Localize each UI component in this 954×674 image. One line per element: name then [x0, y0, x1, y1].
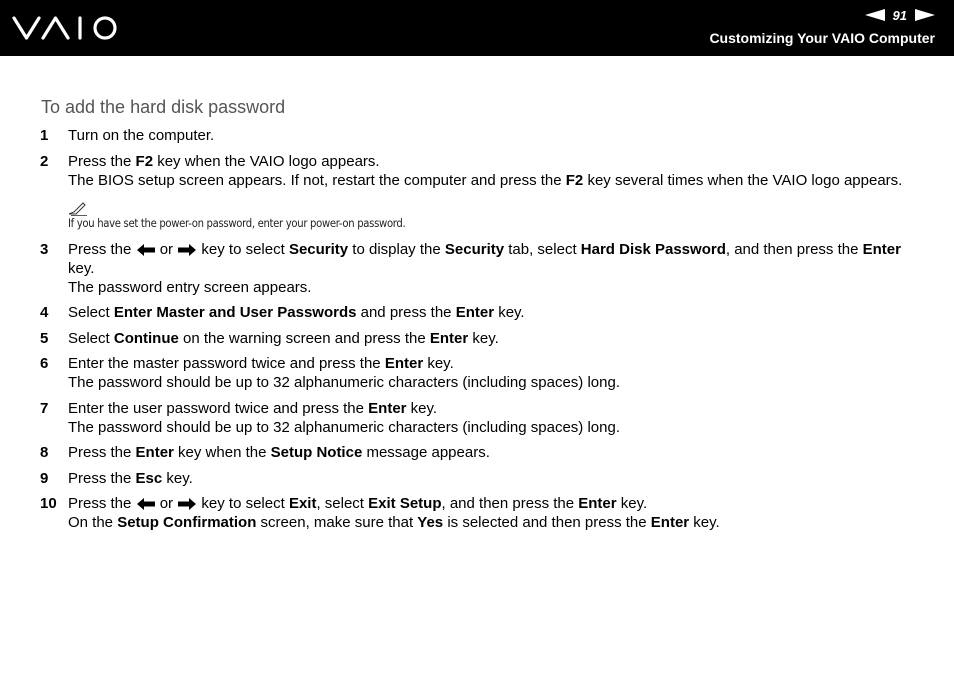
- step-text: Select: [68, 329, 114, 347]
- step-text: Enter the master password twice and press the: [68, 355, 385, 372]
- step-text: key.: [68, 259, 95, 277]
- right-arrow-key-icon: [178, 244, 196, 256]
- step-text: key.: [406, 399, 438, 417]
- step-text: Press the: [68, 240, 136, 258]
- bold-term: Enter: [650, 514, 690, 531]
- step-text: key to select: [197, 240, 289, 258]
- steps-list: [40, 126, 920, 539]
- step-line: [68, 303, 920, 322]
- step-5: [40, 329, 920, 348]
- step-text: is selected and then press the: [443, 514, 651, 531]
- step-text: key when the: [173, 444, 271, 461]
- right-arrow-key-icon: [178, 498, 196, 510]
- step-text: on the warning screen and press the: [178, 329, 430, 347]
- bold-term: Hard Disk Password: [580, 240, 726, 258]
- bold-term: Continue: [113, 329, 179, 347]
- step-number: 5: [40, 329, 49, 347]
- step-text: message appears.: [362, 444, 490, 461]
- note: [68, 202, 920, 231]
- step-line: [68, 373, 920, 392]
- page-header: [0, 0, 954, 56]
- step-text: key.: [689, 514, 720, 531]
- step-text: On the: [68, 514, 118, 531]
- step-text: screen, make sure that: [256, 514, 418, 531]
- bold-term: Enter: [429, 329, 469, 347]
- step-line: [68, 469, 920, 488]
- section-title: Customizing Your VAIO Computer: [709, 30, 935, 46]
- step-text: key several times when the VAIO logo appears.: [583, 171, 903, 189]
- step-line: [68, 399, 920, 418]
- step-text: Select: [68, 304, 114, 321]
- bold-term: Enter Master and User Passwords: [113, 304, 357, 321]
- bold-term: Setup Notice: [270, 444, 363, 461]
- bold-term: Enter: [455, 304, 495, 321]
- step-line: [68, 443, 920, 462]
- bold-term: Enter: [578, 495, 617, 512]
- bold-term: Exit Setup: [368, 495, 442, 512]
- step-line: [68, 278, 920, 297]
- step-8: [40, 443, 920, 462]
- step-number: 7: [40, 399, 49, 417]
- step-number: 8: [40, 444, 49, 461]
- bold-term: Esc: [135, 469, 163, 487]
- step-text: and press the: [356, 304, 456, 321]
- step-text: key.: [468, 329, 499, 347]
- step-line: [68, 240, 920, 278]
- step-9: [40, 469, 920, 488]
- left-arrow-key-icon: [137, 244, 155, 256]
- procedure-heading: To add the hard disk password: [41, 97, 286, 117]
- step-text: key when the VAIO logo appears.: [153, 152, 380, 170]
- step-text: Press the: [68, 495, 136, 512]
- step-number: 6: [40, 355, 49, 372]
- step-1: [40, 126, 920, 145]
- next-page-arrow-icon[interactable]: [915, 9, 935, 21]
- step-text: , select: [316, 495, 369, 512]
- bold-term: Enter: [368, 399, 407, 417]
- step-text: Turn on the computer.: [68, 127, 215, 144]
- step-text: The BIOS setup screen appears. If not, restart the computer and press the: [68, 171, 566, 189]
- page-navigation: [865, 6, 935, 24]
- step-text: The password should be up to 32 alphanumeric characters (including spaces) long.: [68, 374, 620, 391]
- step-text: , and then press the: [441, 495, 579, 512]
- bold-term: Enter: [862, 240, 901, 258]
- bold-term: Enter: [135, 444, 174, 461]
- step-number: 1: [40, 127, 49, 144]
- bold-term: F2: [565, 171, 584, 189]
- step-number: 3: [40, 240, 49, 258]
- step-2: [40, 152, 920, 190]
- step-3: [40, 240, 920, 297]
- step-line: [68, 329, 920, 348]
- step-text: Press the: [68, 152, 136, 170]
- bold-term: Enter: [384, 355, 424, 372]
- step-line: [68, 171, 920, 190]
- step-text: key.: [494, 304, 525, 321]
- bold-term: Setup Confirmation: [117, 514, 257, 531]
- previous-page-arrow-icon[interactable]: [865, 9, 885, 21]
- step-line: [68, 513, 920, 532]
- step-text: , and then press the: [725, 240, 863, 258]
- bold-term: Security: [288, 240, 349, 258]
- step-line: [68, 126, 920, 145]
- bold-term: F2: [135, 152, 154, 170]
- step-text: key.: [616, 495, 648, 512]
- step-line: [68, 418, 920, 437]
- step-number: 4: [40, 304, 49, 321]
- step-text: or: [155, 240, 178, 258]
- step-4: [40, 303, 920, 322]
- bold-term: Security: [444, 240, 505, 258]
- vaio-logo: [12, 14, 122, 42]
- step-text: Press the: [68, 444, 136, 461]
- step-text: to display the: [348, 240, 445, 258]
- pencil-note-icon: [68, 202, 88, 216]
- step-text: The password entry screen appears.: [68, 278, 312, 296]
- step-text: Enter the user password twice and press the: [68, 399, 369, 417]
- step-text: key.: [162, 469, 193, 487]
- bold-term: Yes: [417, 514, 444, 531]
- step-text: key.: [423, 355, 454, 372]
- step-number: 2: [40, 152, 49, 170]
- step-6: [40, 354, 920, 392]
- step-line: [68, 152, 920, 171]
- note-text: If you have set the power-on password, enter your power-on password.: [68, 216, 406, 230]
- step-number: 10: [40, 495, 57, 512]
- step-text: The password should be up to 32 alphanumeric characters (including spaces) long.: [68, 418, 620, 436]
- step-10: [40, 494, 920, 532]
- step-line: [68, 494, 920, 513]
- step-number: 9: [40, 469, 49, 487]
- step-text: tab, select: [504, 240, 581, 258]
- step-text: Press the: [68, 469, 136, 487]
- left-arrow-key-icon: [137, 498, 155, 510]
- bold-term: Exit: [288, 495, 317, 512]
- step-line: [68, 354, 920, 373]
- page-number: 91: [892, 7, 907, 23]
- step-text: or: [155, 495, 178, 512]
- step-text: key to select: [197, 495, 289, 512]
- step-7: [40, 399, 920, 437]
